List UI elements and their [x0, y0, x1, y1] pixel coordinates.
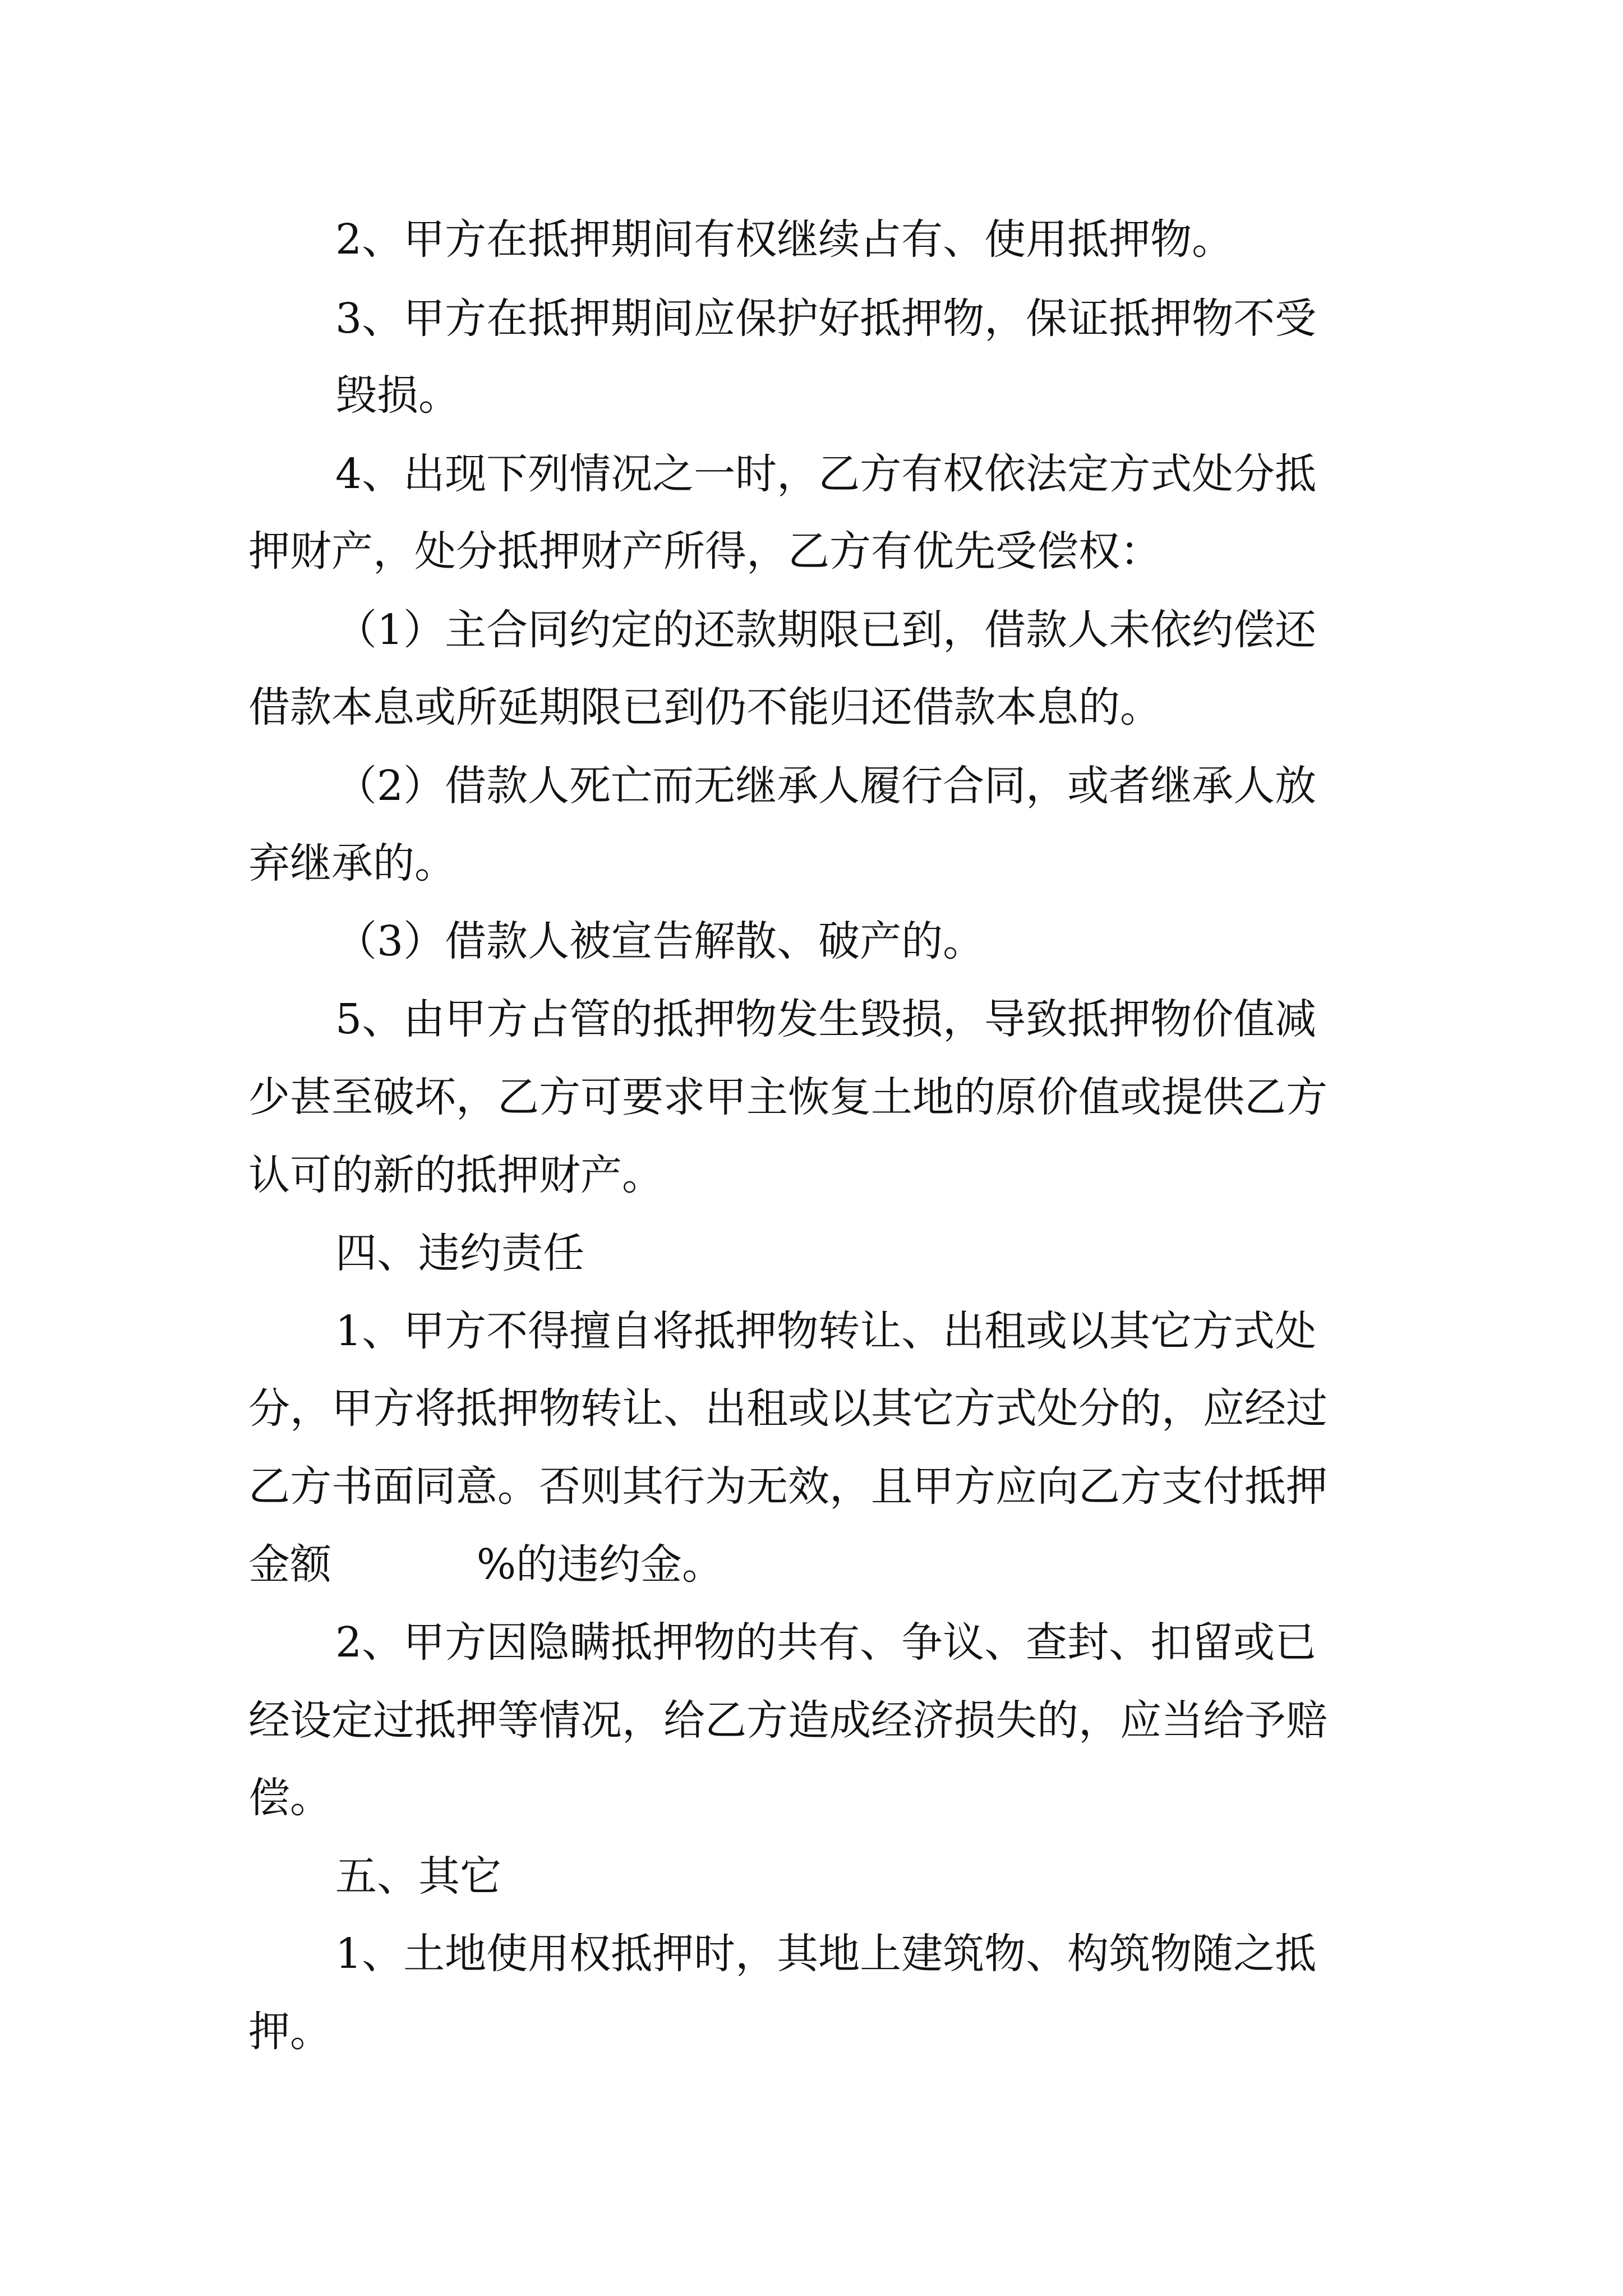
text-line: （1）主合同约定的还款期限已到，借款人未依约偿还 — [335, 606, 1317, 654]
text-line: 5、由甲方占管的抵押物发生毁损，导致抵押物价值减 — [335, 995, 1317, 1043]
text-line: 1、土地使用权抵押时，其地上建筑物、构筑物随之抵 — [335, 1930, 1317, 1978]
text-line: 借款本息或所延期限已到仍不能归还借款本息的。 — [248, 683, 1161, 731]
text-line: 乙方书面同意。否则其行为无效，且甲方应向乙方支付抵押 — [248, 1462, 1327, 1511]
text-line: 2、甲方在抵押期间有权继续占有、使用抵押物。 — [335, 215, 1234, 264]
text-line: 2、甲方因隐瞒抵押物的共有、争议、查封、扣留或已 — [335, 1618, 1317, 1667]
text-line: 3、甲方在抵押期间应保护好抵押物，保证抵押物不受 — [335, 295, 1317, 343]
text-line: 押财产，处分抵押财产所得，乙方有优先受偿权： — [248, 527, 1161, 576]
text-line: （2）借款人死亡而无继承人履行合同，或者继承人放 — [335, 762, 1317, 810]
text-line: 少甚至破坏，乙方可要求甲主恢复土地的原价值或提供乙方 — [248, 1073, 1327, 1121]
text-line: 经设定过抵押等情况，给乙方造成经济损失的，应当给予赔 — [248, 1696, 1327, 1745]
text-line: 毁损。 — [335, 371, 460, 420]
text-line: 金额 %的违约金。 — [248, 1540, 724, 1589]
section-heading: 四、违约责任 — [335, 1229, 584, 1277]
text-line: 分，甲方将抵押物转让、出租或以其它方式处分的，应经过 — [248, 1384, 1327, 1433]
section-heading: 五、其它 — [335, 1852, 501, 1901]
text-line: 偿。 — [248, 1774, 331, 1822]
text-line: 弃继承的。 — [248, 839, 456, 887]
text-line: （3）借款人被宣告解散、破产的。 — [335, 917, 985, 965]
text-line: 4、出现下列情况之一时，乙方有权依法定方式处分抵 — [335, 450, 1317, 498]
text-line: 押。 — [248, 2008, 331, 2056]
text-line: 1、甲方不得擅自将抵押物转让、出租或以其它方式处 — [335, 1307, 1317, 1355]
text-line: 认可的新的抵押财产。 — [248, 1151, 663, 1199]
